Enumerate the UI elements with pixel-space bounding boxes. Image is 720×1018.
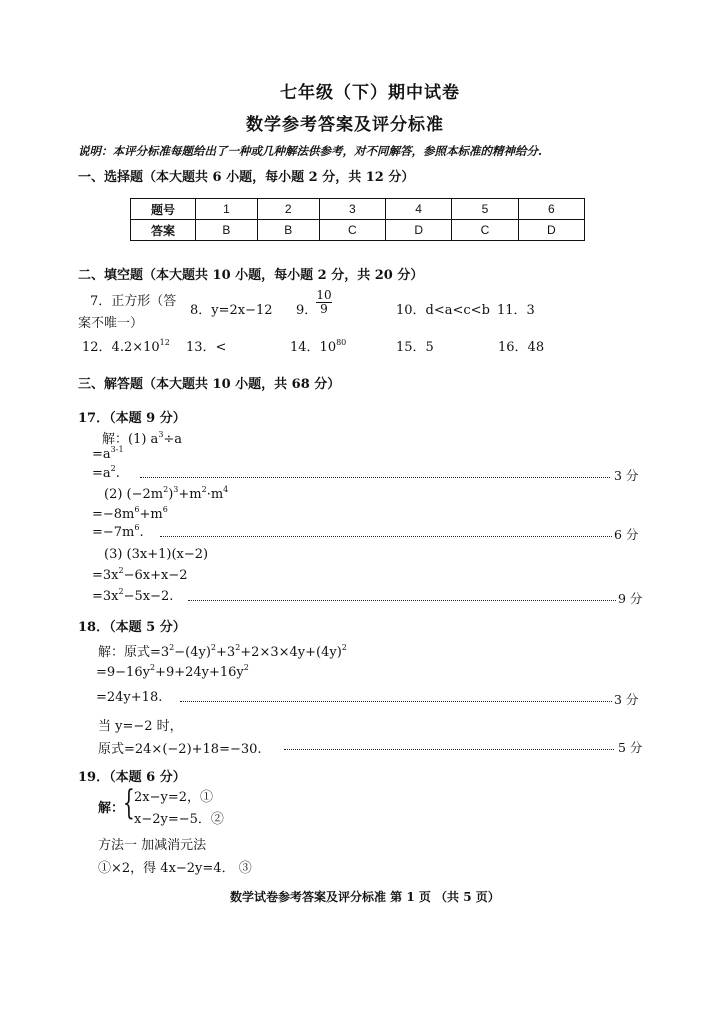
- fill-answer-14-exponent: 80: [336, 338, 347, 347]
- q19-step: ①×2，得 4x−2y=4． ③: [98, 861, 252, 876]
- q17-text: +m: [139, 507, 163, 522]
- table-cell: D: [518, 220, 584, 241]
- q17-exponent: 2: [163, 485, 169, 494]
- leader-dots: [160, 536, 612, 537]
- q17-text: −5x−2.: [123, 589, 174, 604]
- section-fill-heading: 二、填空题（本大题共 10 小题，每小题 2 分，共 20 分）: [78, 268, 424, 283]
- table-cell: C: [452, 220, 518, 241]
- fraction-denominator: 9: [320, 302, 328, 316]
- fill-answer-16: 16．48: [498, 340, 545, 355]
- q17-exponent: 2: [110, 464, 116, 473]
- q17-exponent: 2: [201, 485, 207, 494]
- section-solution-heading: 三、解答题（本大题共 10 小题，共 68 分）: [78, 377, 341, 392]
- q17-text: +m: [178, 487, 202, 502]
- q17-line: [92, 525, 144, 540]
- fill-answer-10: 10．d<a<c<b: [396, 303, 490, 318]
- q18-exponent: 2: [169, 643, 175, 652]
- q19-equation-1: 2x−y=2，①: [134, 790, 214, 805]
- leader-dots: [180, 701, 612, 702]
- q19-title: 19．（本题 6 分）: [78, 770, 186, 785]
- q18-text: +2×3×4y+(4y): [240, 645, 342, 660]
- q18-exponent: 2: [149, 663, 156, 672]
- q17-exponent: 3: [173, 485, 179, 494]
- fill-answer-8: 8．y=2x−12: [190, 303, 273, 318]
- table-cell: B: [257, 220, 319, 241]
- fill-answer-12-exponent: 12: [159, 338, 170, 347]
- table-row-label: 题号: [131, 199, 196, 220]
- q17-text: ÷a: [163, 432, 183, 447]
- table-cell: D: [385, 220, 451, 241]
- q17-line: [92, 589, 173, 604]
- document-title: 数学参考答案及评分标准: [246, 115, 444, 135]
- q17-exponent: 6: [162, 505, 168, 514]
- q17-exponent: 3-1: [110, 445, 124, 454]
- q17-line: [92, 568, 187, 583]
- q17-text: =3x: [92, 589, 119, 604]
- q17-text: .: [115, 466, 120, 481]
- q19-equation-2: x−2y=−5．②: [134, 812, 224, 827]
- q17-text: =3x: [92, 568, 119, 583]
- q18-text: +3: [216, 645, 236, 660]
- fill-answer-12-base: 12．4.2×10: [82, 340, 160, 355]
- q17-line: [92, 447, 124, 462]
- q17-text: ): [168, 487, 174, 502]
- q17-exponent: 6: [134, 523, 140, 532]
- table-cell: 6: [518, 199, 584, 220]
- q18-title: 18．（本题 5 分）: [78, 620, 186, 635]
- table-cell: 3: [319, 199, 385, 220]
- q17-exponent: 3: [158, 430, 164, 439]
- table-cell: 2: [257, 199, 319, 220]
- q17-text: =−8m: [92, 507, 135, 522]
- section-choice-heading: 一、选择题（本大题共 6 小题，每小题 2 分，共 12 分）: [78, 170, 415, 185]
- q18-line: [98, 641, 347, 660]
- fill-answer-7b: 案不唯一）: [78, 316, 144, 331]
- fill-answer-7a: 7．正方形（答: [90, 294, 177, 309]
- score-mark: 5 分: [618, 740, 643, 755]
- scoring-note: 说明：本评分标准每题给出了一种或几种解法供参考，对不同解答，参照本标准的精神给分.: [78, 144, 542, 158]
- score-mark: 3 分: [614, 692, 639, 707]
- choice-answer-table: [130, 198, 585, 241]
- leader-dots: [284, 749, 614, 750]
- q18-text: −(4y): [174, 645, 211, 660]
- q17-exponent: 6: [134, 505, 140, 514]
- q17-text: =−7m: [92, 525, 135, 540]
- q18-exponent: 2: [235, 643, 241, 652]
- table-cell: C: [319, 220, 385, 241]
- fraction-numerator: 10: [316, 288, 332, 302]
- exam-title: 七年级（下）期中试卷: [280, 83, 460, 103]
- q17-text: .: [139, 525, 144, 540]
- score-mark: 9 分: [618, 591, 643, 606]
- leader-dots: [140, 477, 610, 478]
- q18-text: 解：原式=3: [98, 645, 170, 660]
- score-mark: 6 分: [614, 527, 639, 542]
- q18-exponent: 2: [243, 663, 249, 672]
- q17-text: =a: [92, 466, 111, 481]
- leader-dots: [188, 600, 616, 601]
- page-footer: 数学试卷参考答案及评分标准 第 1 页 （共 5 页）: [230, 890, 500, 904]
- q17-line: [92, 507, 168, 522]
- fill-answer-14-base: 14．10: [290, 340, 337, 355]
- table-cell: B: [196, 220, 258, 241]
- q17-text: −6x+x−2: [123, 568, 188, 583]
- fill-answer-15: 15．5: [396, 340, 434, 355]
- q18-line: [96, 665, 249, 680]
- q17-text: (2) (−2m: [104, 487, 164, 502]
- q19-method: 方法一 加减消元法: [98, 838, 207, 853]
- q17-line: [104, 487, 228, 502]
- q17-text: ·m: [206, 487, 224, 502]
- fill-answer-9-label: 9．: [296, 303, 318, 318]
- fill-answer-13: 13．<: [186, 340, 227, 355]
- score-mark: 3 分: [614, 468, 639, 483]
- q17-exponent: 4: [223, 485, 229, 494]
- table-cell: 4: [385, 199, 451, 220]
- fill-answer-14: [290, 336, 346, 355]
- fill-answer-9-fraction: [316, 289, 332, 316]
- q18-exponent: 2: [341, 643, 347, 652]
- q19-solve-label: 解：: [98, 801, 125, 816]
- fill-answer-11: 11．3: [497, 303, 535, 318]
- table-row: [131, 199, 585, 220]
- q18-text: =9−16y: [96, 665, 150, 680]
- q17-text: =a: [92, 447, 111, 462]
- q17-exponent: 2: [118, 587, 124, 596]
- q18-text: +9+24y+16y: [155, 665, 244, 680]
- table-row: [131, 220, 585, 241]
- q18-line: 当 y=−2 时，: [98, 719, 183, 734]
- q17-exponent: 2: [118, 566, 124, 575]
- q17-text: 解：(1) a: [102, 432, 159, 447]
- q18-line: 原式=24×(−2)+18=−30.: [98, 742, 262, 757]
- q18-exponent: 2: [210, 643, 217, 652]
- system-brace: {: [122, 783, 135, 823]
- table-row-label: 答案: [131, 220, 196, 241]
- q17-line: [92, 466, 120, 481]
- fill-answer-12: [82, 336, 170, 355]
- q17-title: 17．（本题 9 分）: [78, 411, 186, 426]
- table-cell: 5: [452, 199, 518, 220]
- q18-line: =24y+18.: [96, 690, 163, 705]
- q17-line: (3) (3x+1)(x−2): [104, 547, 209, 562]
- table-cell: 1: [196, 199, 258, 220]
